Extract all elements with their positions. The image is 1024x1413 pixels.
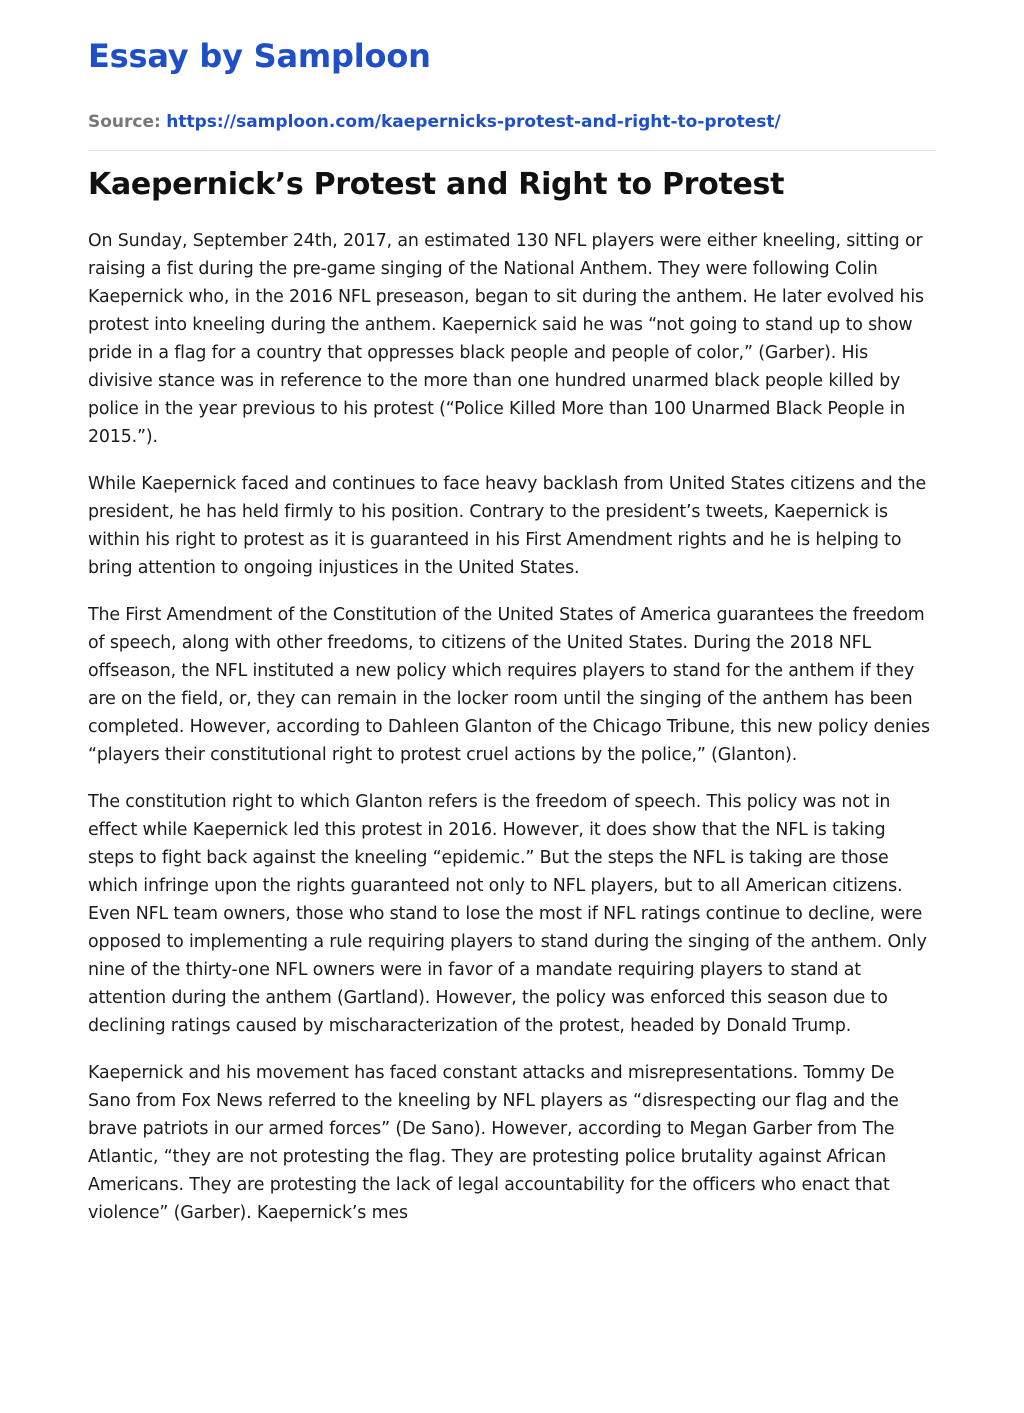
source-label: Source: [88, 112, 161, 132]
paragraph: On Sunday, September 24th, 2017, an estimated 130 NFL players were either kneeling, sitting or raising a fist during the pre-game singing of the National Anthem. They were following Colin Kaepernick who, in the 2016 NFL preseason, began to sit during the anthem. He later evolved his protest into kneeling during the anthem. Kaepernick said he was “not going to stand up to show pride in a flag for a country that oppresses black people and people of color,” (Garber). His divisive stance was in reference to the more than one hundred unarmed black people killed by police in the year previous to his protest (“Police Killed More than 100 Unarmed Black People in 2015.”). [88, 231, 924, 447]
divider [88, 150, 936, 151]
document-title: Kaepernick’s Protest and Right to Protest [88, 167, 785, 202]
paragraph: Kaepernick and his movement has faced constant attacks and misrepresentations. Tommy De Sano from Fox News referred to the kneeling by NFL players as “disrespecting our flag and the brave patriots in our armed forces” (De Sano). However, according to Megan Garber from The Atlantic, “they are not protesting the flag. They are protesting police brutality against African Americans. They are protesting the lack of legal accountability for the officers who enact that violence” (Garber). Kaepernick’s mes [88, 1063, 899, 1223]
source-link[interactable]: https://samploon.com/kaepernicks-protest-and-right-to-protest/ [166, 112, 781, 132]
brand-title[interactable]: Essay by Samploon [88, 37, 431, 75]
essay-body [88, 227, 936, 1227]
source-line [88, 110, 936, 134]
paragraph: The First Amendment of the Constitution of the United States of America guarantees the freedom of speech, along with other freedoms, to citizens of the United States. During the 2018 NFL offseason, the NFL instituted a new policy which requires players to stand for the anthem if they are on the field, or, they can remain in the locker room until the singing of the anthem has been completed. However, according to Dahleen Glanton of the Chicago Tribune, this new policy denies “players their constitutional right to protest cruel actions by the police,” (Glanton). [88, 605, 930, 765]
paragraph: While Kaepernick faced and continues to face heavy backlash from United States citizens and the president, he has held firmly to his position. Contrary to the president’s tweets, Kaepernick is within his right to protest as it is guaranteed in his First Amendment rights and he is helping to bring attention to ongoing injustices in the United States. [88, 474, 926, 578]
paragraph: The constitution right to which Glanton refers is the freedom of speech. This policy was not in effect while Kaepernick led this protest in 2016. However, it does show that the NFL is taking steps to fight back against the kneeling “epidemic.” But the steps the NFL is taking are those which infringe upon the rights guaranteed not only to NFL players, but to all American citizens. Even NFL team owners, those who stand to lose the most if NFL ratings continue to decline, were opposed to implementing a rule requiring players to stand during the singing of the anthem. Only nine of the thirty-one NFL owners were in favor of a mandate requiring players to stand at attention during the anthem (Gartland). However, the policy was enforced this season due to declining ratings caused by mischaracterization of the protest, headed by Donald Trump. [88, 792, 927, 1036]
